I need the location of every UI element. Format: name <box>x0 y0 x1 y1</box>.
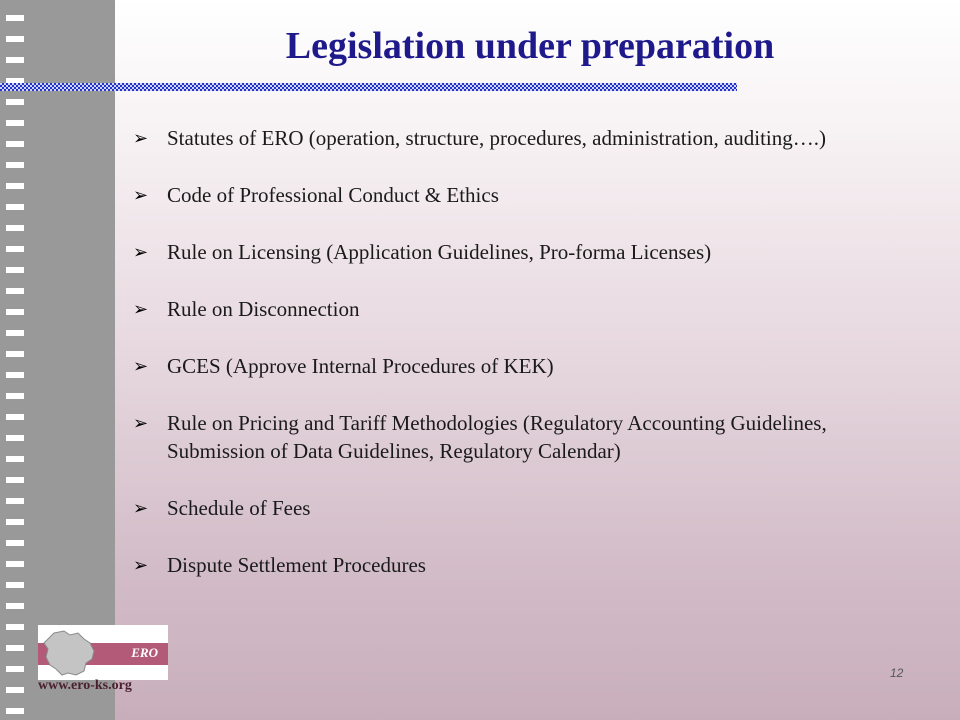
bullet-item <box>133 181 913 209</box>
arrow-bullet-icon: ➢ <box>133 299 149 319</box>
bullet-item <box>133 551 913 579</box>
arrow-bullet-icon: ➢ <box>133 555 149 575</box>
bullet-text: Rule on Pricing and Tariff Methodologies (Regulatory Accounting Guidelines, Submission of Data Guidelines, Regulatory Calendar) <box>167 411 827 463</box>
bullet-item <box>133 352 913 380</box>
bullet-text: Code of Professional Conduct & Ethics <box>167 183 499 207</box>
bullet-text: Rule on Disconnection <box>167 297 360 321</box>
slide-title: Legislation under preparation <box>285 25 775 67</box>
left-decorative-strip <box>0 0 115 720</box>
arrow-bullet-icon: ➢ <box>133 498 149 518</box>
bullet-item <box>133 238 913 266</box>
ero-logo <box>38 625 168 680</box>
arrow-bullet-icon: ➢ <box>133 185 149 205</box>
arrow-bullet-icon: ➢ <box>133 356 149 376</box>
left-stripe-pattern <box>6 0 24 720</box>
bullet-text: Statutes of ERO (operation, structure, procedures, administration, auditing….) <box>167 126 827 150</box>
bullet-item <box>133 124 913 152</box>
kosovo-map-icon <box>40 629 102 677</box>
bullet-item <box>133 494 913 522</box>
bullet-text: Rule on Licensing (Application Guidelines, Pro-forma Licenses) <box>167 240 712 264</box>
bullet-text: Dispute Settlement Procedures <box>167 553 426 577</box>
title-underline-rule <box>0 83 737 91</box>
bullet-text: GCES (Approve Internal Procedures of KEK) <box>167 354 554 378</box>
bullet-list <box>133 124 913 608</box>
bullet-text: Schedule of Fees <box>167 496 311 520</box>
website-url: www.ero-ks.org <box>38 678 132 693</box>
arrow-bullet-icon: ➢ <box>133 242 149 262</box>
arrow-bullet-icon: ➢ <box>133 413 149 433</box>
bullet-item <box>133 295 913 323</box>
logo-text: ERO <box>131 645 158 660</box>
arrow-bullet-icon: ➢ <box>133 128 149 148</box>
page-number: 12 <box>890 666 904 680</box>
bullet-item <box>133 409 913 465</box>
